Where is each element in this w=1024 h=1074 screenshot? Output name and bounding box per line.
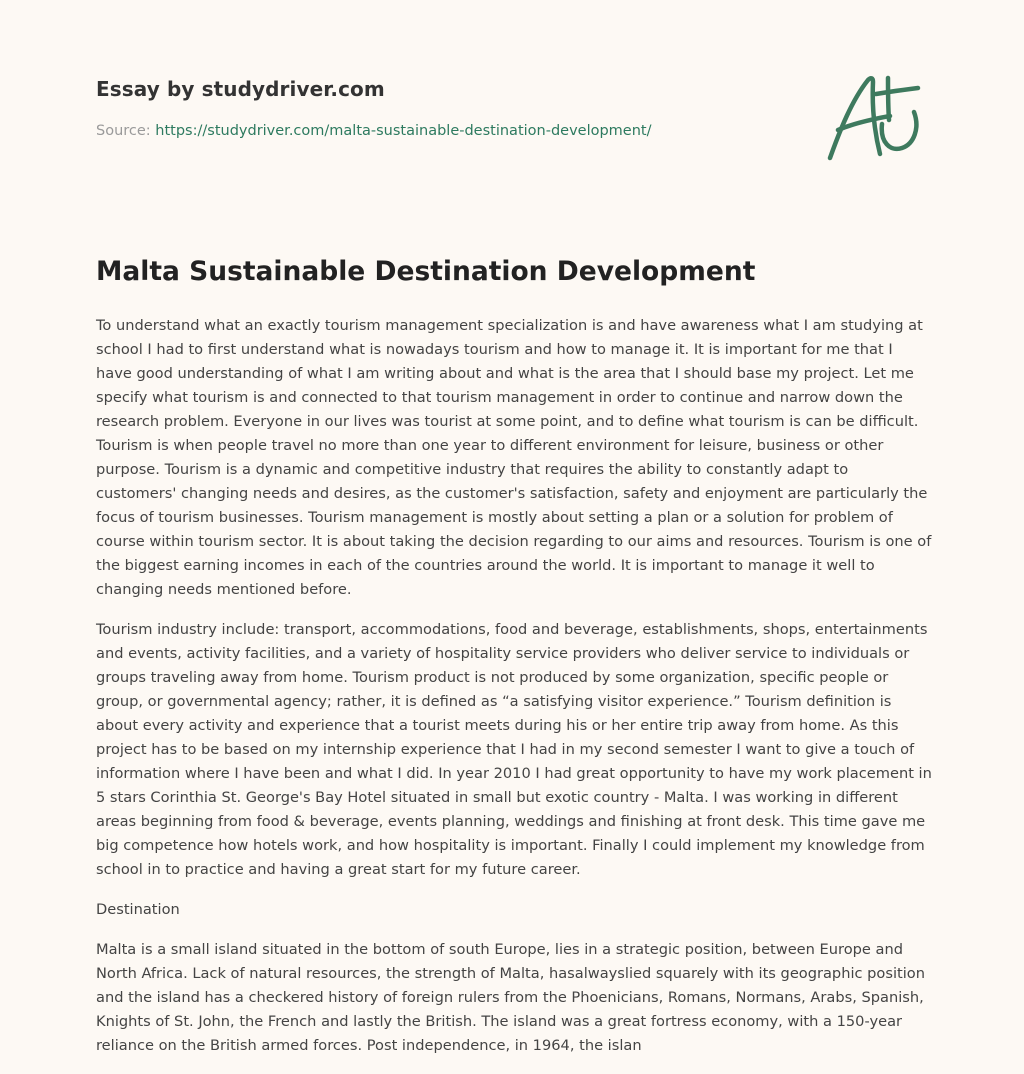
section-heading: Destination — [96, 901, 180, 918]
essay-paragraph: Malta is a small island situated in the bottom of south Europe, lies in a strategic position, between Europe and North Africa. Lack of natural resources, the strength of Malta, hasalwayslied squarely with its geographic position and the island has a checkered history of foreign rulers from the Phoenicians, Romans, Normans, Arabs, Spanish, Knights of St. John, the French and lastly the British. The island was a great fortress economy, with a 150-year reliance on the British armed forces. Post independence, in 1964, the islan — [96, 941, 925, 1054]
source-link[interactable]: https://studydriver.com/malta-sustainable-destination-development/ — [155, 123, 652, 139]
essay-title: Malta Sustainable Destination Development — [96, 256, 756, 287]
source-label: Source: — [96, 123, 151, 139]
source-line — [96, 123, 652, 139]
a-plus-logo-icon — [824, 68, 926, 164]
essay-paragraph: To understand what an exactly tourism management specialization is and have awareness what I am studying at school I had to first understand what is nowadays tourism and how to manage it. It is important for me that I have good understanding of what I am writing about and what is the area that I should base my project. Let me specify what tourism is and connected to that tourism management in order to continue and narrow down the research problem. Everyone in our lives was tourist at some point, and to define what tourism is can be difficult. Tourism is when people travel no more than one year to different environment for leisure, business or other purpose. Tourism is a dynamic and competitive industry that requires the ability to constantly adapt to customers' changing needs and desires, as the customer's satisfaction, safety and enjoyment are particularly the focus of tourism businesses. Tourism management is mostly about setting a plan or a solution for problem of course within tourism sector. It is about taking the decision regarding to our aims and resources. Tourism is one of the biggest earning incomes in each of the countries around the world. It is important to manage it well to changing needs mentioned before. — [96, 317, 932, 598]
site-title: Essay by studydriver.com — [96, 77, 385, 101]
essay-paragraph: Tourism industry include: transport, accommodations, food and beverage, establishments, shops, entertainments and events, activity facilities, and a variety of hospitality service providers who deliver service to individuals or groups traveling away from home. Tourism product is not produced by some organization, specific people or group, or governmental agency; rather, it is defined as “a satisfying visitor experience.” Tourism definition is about every activity and experience that a tourist meets during his or her entire trip away from home. As this project has to be based on my internship experience that I had in my second semester I want to give a touch of information where I have been and what I did. In year 2010 I had great opportunity to have my work placement in 5 stars Corinthia St. George's Bay Hotel situated in small but exotic country - Malta. I was working in different areas beginning from food & beverage, events planning, weddings and finishing at front desk. This time gave me big competence how hotels work, and how hospitality is important. Finally I could implement my knowledge from school in to practice and having a great start for my future career. — [96, 621, 932, 878]
essay-body — [96, 314, 932, 1074]
